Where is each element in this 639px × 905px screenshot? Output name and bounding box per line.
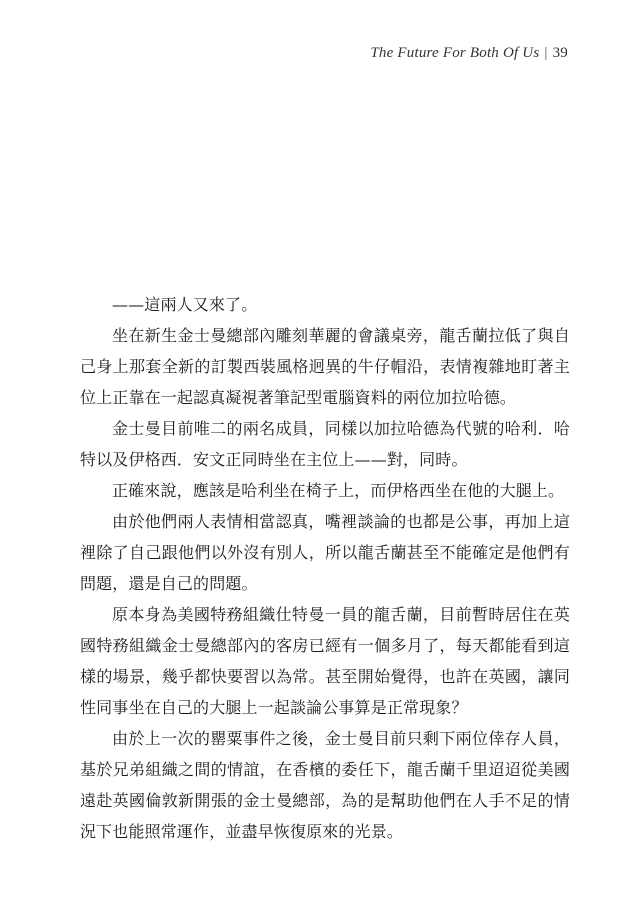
paragraph: 原本身為美國特務組織仕特曼一員的龍舌蘭，目前暫時居住在英國特務組織金士曼總部內的客房已經有一個多月了，每天都能看到這樣的場景，幾乎都快要習以為常。甚至開始覺得，也許在英國，讓同性同事坐在自己的大腿上一起談論公事算是正常現象？ [80, 605, 570, 717]
paragraph: 金士曼目前唯二的兩名成員，同樣以加拉哈德為代號的哈利．哈特以及伊格西．安文正同時坐在主位上——對，同時。 [80, 419, 570, 469]
paragraph: 正確來說，應該是哈利坐在椅子上，而伊格西坐在他的大腿上。 [112, 481, 565, 500]
header-separator: | [544, 45, 548, 61]
paragraph: 由於他們兩人表情相當認真，嘴裡談論的也都是公事，再加上這裡除了自己跟他們以外沒有別人，所以龍舌蘭甚至不能確定是他們有問題，還是自己的問題。 [80, 512, 570, 593]
running-header [370, 45, 568, 62]
paragraph: 坐在新生金士曼總部內雕刻華麗的會議桌旁，龍舌蘭拉低了與自己身上那套全新的訂製西裝風格迥異的牛仔帽沿，表情複雜地盯著主位上正靠在一起認真凝視著筆記型電腦資料的兩位加拉哈德。 [80, 326, 570, 407]
page-body [80, 289, 570, 847]
paragraph: ——這兩人又來了。 [112, 295, 258, 314]
paragraph: 由於上一次的罌粟事件之後，金士曼目前只剩下兩位倖存人員，基於兄弟組織之間的情誼，在香檳的委任下，龍舌蘭千里迢迢從美國遠赴英國倫敦新開張的金士曼總部，為的是幫助他們在人手不足的情況下也能照常運作，並盡早恢復原來的光景。 [80, 729, 570, 841]
book-title: The Future For Both Of Us [370, 45, 540, 61]
page-number: 39 [552, 45, 568, 61]
